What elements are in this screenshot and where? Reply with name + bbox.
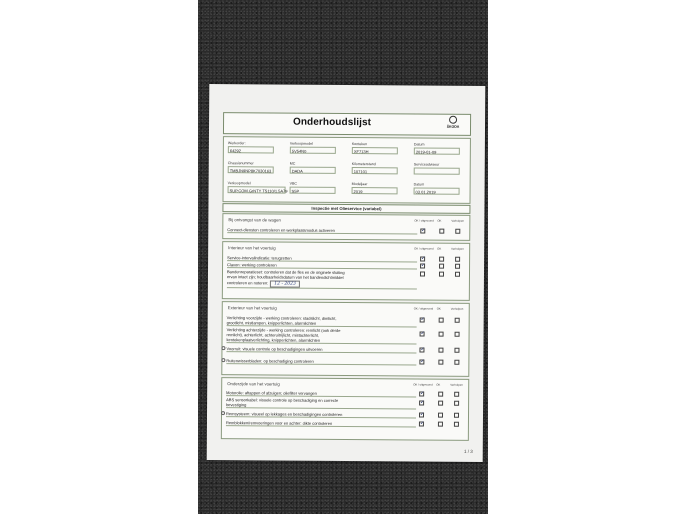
nok-checkbox[interactable] <box>438 392 443 397</box>
ok-checkbox[interactable]: ✓ <box>419 420 425 427</box>
info-cell <box>414 182 460 194</box>
column-ok: OK / uitgevoerd <box>413 306 434 311</box>
row-text: Remblokken/remvoeringen voor en achter: dikte controleren <box>225 420 333 426</box>
info-value: 64292 <box>228 146 274 153</box>
ok-checkbox[interactable]: ✓ <box>420 330 425 337</box>
nok-checkbox[interactable] <box>439 332 444 337</box>
ok-checkbox[interactable]: ✓ <box>419 411 425 418</box>
checklist-row <box>226 402 416 409</box>
info-label: Modeljaar <box>351 182 368 187</box>
row-text: Ruitenwisserbladen: op beschadiging controleren <box>226 358 314 364</box>
row-text: Claxon: werking controleren <box>227 262 277 268</box>
info-label: Serviceadviseur <box>413 162 440 167</box>
info-label: Chassisnummer <box>227 161 254 166</box>
skoda-logo <box>442 116 464 134</box>
info-cell <box>290 162 336 174</box>
ok-checkbox[interactable]: ✓ <box>421 227 426 234</box>
row-text: Voorruit: visuele controle op beschadigingen uitvoeren <box>226 346 323 352</box>
column-ok: OK / uitgevoerd <box>414 246 434 251</box>
ok-checkbox[interactable]: ✓ <box>420 358 425 365</box>
row-text: Remsysteem: visueel op lekkages en beschadigingen controleren <box>225 411 343 417</box>
checklist-row <box>226 358 416 365</box>
repaired-checkbox[interactable] <box>454 360 459 365</box>
info-cell <box>414 142 460 154</box>
row-text: Verlichting voorzijde - werking controleren: stadslicht, dimlicht, <box>226 315 337 321</box>
info-label: Kilometerstand <box>351 162 376 167</box>
row-text: Service-intervalindicatie: terugzetten <box>227 255 292 261</box>
repaired-checkbox[interactable] <box>454 422 459 427</box>
checklist-row <box>227 337 417 344</box>
ok-checkbox[interactable]: ✓ <box>420 346 425 353</box>
checklist-row <box>226 420 416 427</box>
row-text: ABS sensorkabel: visuele controle op beschadiging en correcte <box>226 397 339 403</box>
repaired-checkbox[interactable] <box>454 392 459 397</box>
ok-checkbox[interactable]: ✓ <box>421 262 426 269</box>
column-ok-short: OK <box>436 306 441 311</box>
info-label: VBC <box>289 181 298 186</box>
ok-checkbox[interactable] <box>420 272 425 277</box>
section-exterior <box>221 301 470 377</box>
nok-checkbox[interactable] <box>438 360 443 365</box>
section-interior <box>222 241 470 301</box>
row-text: grootlicht, mistlampen, knipperlichten, alarmlichten <box>226 320 317 326</box>
skoda-emblem-icon <box>449 116 457 124</box>
row-text: Verlichting achterzijde - werking controleren: remlicht (ook derde <box>226 327 341 333</box>
info-label: Datum <box>413 142 425 147</box>
column-ok-short: OK <box>436 382 441 387</box>
info-value: S5P <box>290 187 336 194</box>
column-repaired: Verholpen <box>450 382 463 387</box>
ok-checkbox[interactable]: ✓ <box>420 399 425 406</box>
info-cell <box>228 161 274 173</box>
info-label: Werkorder: <box>227 141 246 146</box>
column-ok-short: OK <box>437 246 442 251</box>
handwritten-date: 12 - 2023 <box>270 280 300 287</box>
nok-checkbox[interactable] <box>438 348 443 353</box>
ok-checkbox[interactable]: ✓ <box>421 255 426 262</box>
row-text: Motorolie: aftappen of afzuigen; oliefilter vervangen <box>226 390 317 396</box>
info-value: 2019-01-09 <box>414 147 460 154</box>
column-repaired: Verholpen <box>451 218 464 223</box>
repaired-checkbox[interactable] <box>455 332 460 337</box>
brand-word: ŠKODA <box>446 124 460 129</box>
document-title: Onderhoudslijst <box>292 116 372 129</box>
row-text: bevestiging <box>226 402 247 408</box>
info-cell <box>228 181 286 193</box>
info-cell <box>414 162 460 174</box>
info-value: DADA <box>290 167 336 174</box>
info-cell <box>352 162 398 174</box>
row-text: remlicht), achterlicht, achteruitrijlicht, mistachterlicht, <box>226 332 320 338</box>
info-value: SUP.COM.GrNTY TS110/1.5A79 <box>228 186 286 193</box>
section-title: Exterieur van het voertuig <box>227 305 277 311</box>
section-reception <box>222 213 470 241</box>
vehicle-info-grid <box>222 136 470 204</box>
section-underbody <box>221 377 469 441</box>
column-ok: OK / uitgevoerd <box>413 382 433 387</box>
row-text: ervan intact zijn; houdbaarheidsdatum van het bandendichtmiddel <box>226 274 344 280</box>
repaired-checkbox[interactable] <box>454 413 459 418</box>
page-number: 1 / 3 <box>463 448 473 454</box>
repaired-checkbox[interactable] <box>455 264 460 269</box>
bullet-icon <box>221 358 225 362</box>
column-repaired: Verholpen <box>450 306 464 311</box>
maintenance-sheet <box>207 84 486 462</box>
bullet-icon <box>221 346 225 350</box>
row-text: Connect-diensten controleren en werkplaatsmodus activeren <box>227 227 335 233</box>
ok-checkbox[interactable]: ✓ <box>420 390 425 397</box>
info-value: 107101 <box>352 167 398 174</box>
column-ok-short: OK <box>437 218 442 223</box>
nok-checkbox[interactable] <box>439 264 444 269</box>
column-repaired: Verholpen <box>451 246 464 251</box>
nok-checkbox[interactable] <box>438 413 443 418</box>
nok-checkbox[interactable] <box>438 401 443 406</box>
info-cell <box>290 142 336 154</box>
info-value: 03.01.2019 <box>414 187 460 194</box>
repaired-checkbox[interactable] <box>455 318 460 323</box>
section-title: Interieur van het voertuig <box>228 245 276 251</box>
info-label: Datum <box>413 182 425 187</box>
info-value: XF713H <box>352 147 398 154</box>
section-title: Onderzijde van het voertuig <box>227 381 280 387</box>
checklist-row <box>226 411 416 418</box>
nok-checkbox[interactable] <box>438 422 443 427</box>
repaired-checkbox[interactable] <box>455 257 460 262</box>
ok-checkbox[interactable]: ✓ <box>420 316 425 323</box>
bullet-icon <box>221 411 225 415</box>
section-title: Bij ontvangst van de wagen <box>228 217 281 223</box>
title-bar <box>223 112 471 136</box>
nok-checkbox[interactable] <box>439 272 444 277</box>
info-label: Verkoopmodel <box>289 141 313 146</box>
info-cell <box>290 182 336 194</box>
repaired-checkbox[interactable] <box>454 401 459 406</box>
nok-checkbox[interactable] <box>439 229 444 234</box>
info-label: Kenteken <box>351 142 368 147</box>
column-ok: OK / uitgevoerd <box>414 218 434 223</box>
info-value <box>414 167 460 174</box>
checklist-row <box>226 346 416 353</box>
nok-checkbox[interactable] <box>439 318 444 323</box>
inspection-header: Inspectie met Olieservice (variabel) <box>222 203 470 214</box>
repaired-checkbox[interactable] <box>455 272 460 277</box>
info-value: 5V54N0 <box>290 147 336 154</box>
info-value: TMBJN9NP8K7030163 <box>228 166 274 173</box>
row-text: controleren en noteren: <box>226 280 269 286</box>
info-value: 2019 <box>352 187 398 194</box>
info-cell <box>352 182 398 194</box>
info-cell <box>228 141 274 153</box>
checklist-row <box>227 227 417 234</box>
repaired-checkbox[interactable] <box>454 348 459 353</box>
repaired-checkbox[interactable] <box>455 229 460 234</box>
info-label: MC <box>289 161 296 166</box>
nok-checkbox[interactable] <box>439 257 444 262</box>
info-cell <box>352 142 398 154</box>
row-text: Bandenreparatieset: controleren dat de fles en de originele sluiting <box>226 269 345 275</box>
row-text: kentekenplaatverlichting, knipperlichten, alarmlichten <box>226 337 321 343</box>
checklist-row <box>227 280 417 289</box>
info-label: Verkoopmodel <box>227 181 251 186</box>
